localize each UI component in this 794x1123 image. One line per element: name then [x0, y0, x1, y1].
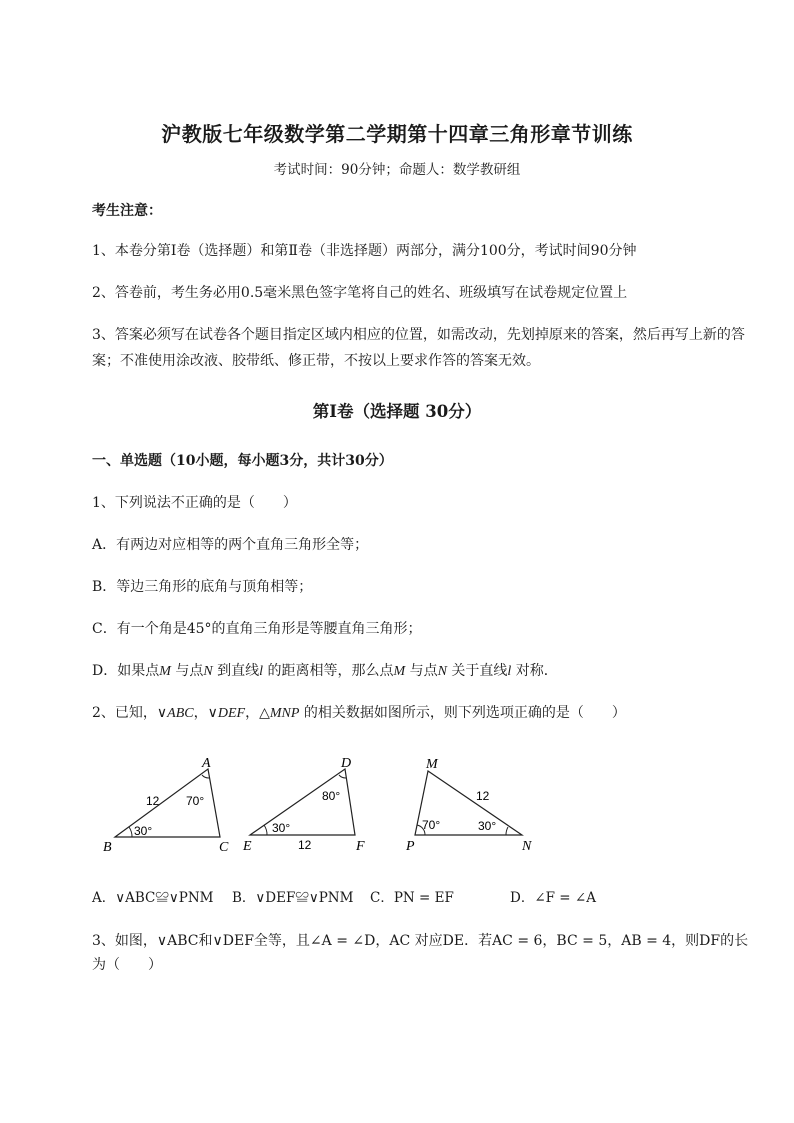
question-2-option-a: A．∨ABC≌∨PNM — [92, 890, 214, 906]
angle-p-label: 70° — [422, 818, 441, 832]
angle-a-label: 70° — [186, 794, 205, 808]
angle-n-label: 30° — [478, 819, 497, 833]
question-2-stem: 2、已知，∨ABC，∨DEF，△MNP 的相关数据如图所示，则下列选项正确的是（ ） — [92, 705, 626, 721]
notice-heading: 考生注意： — [92, 203, 162, 219]
question-1-option-d: D．如果点M 与点N 到直线l 的距离相等，那么点M 与点N 关于直线l 对称． — [92, 663, 558, 679]
question-3-stem: 3、如图，∨ABC和∨DEF全等，且∠A = ∠D，AC 对应DE．若AC = 6，BC = 5，AB = 4，则DF的长 — [92, 933, 749, 949]
vertex-a-label: A — [202, 756, 211, 771]
angle-b-label: 30° — [134, 824, 153, 838]
question-2-option-b: B．∨DEF≌∨PNM — [232, 890, 354, 906]
side-ab-label: 12 — [146, 794, 160, 808]
triangle-def — [242, 756, 365, 854]
vertex-f-label: F — [356, 839, 365, 854]
vertex-m-label: M — [426, 757, 438, 772]
page-title: 沪教版七年级数学第二学期第十四章三角形章节训练 — [161, 122, 633, 146]
triangle-abc — [103, 756, 229, 855]
triangle-mnp — [405, 757, 532, 854]
vertex-d-label: D — [341, 756, 352, 771]
side-ef-label: 12 — [298, 838, 312, 852]
vertex-b-label: B — [103, 840, 112, 855]
question-1-option-a: A．有两边对应相等的两个直角三角形全等； — [92, 537, 369, 553]
angle-d-label: 80° — [322, 789, 341, 803]
section-title: 第I卷（选择题 30分） — [312, 402, 482, 421]
part-title: 一、单选题（10小题，每小题3分，共计30分） — [92, 453, 393, 469]
notice-item-1: 1、本卷分第I卷（选择题）和第Ⅱ卷（非选择题）两部分，满分100分，考试时间90分钟 — [92, 243, 637, 259]
question-1-option-b: B．等边三角形的底角与顶角相等； — [92, 579, 313, 595]
vertex-c-label: C — [219, 840, 229, 855]
notice-item-3: 3、答案必须写在试卷各个题目指定区域内相应的位置，如需改动，先划掉原来的答案，然后再写上新的答案；不准使用涂改液、胶带纸、修正带，不按以上要求作答的答案无效。 — [92, 327, 745, 369]
question-1-option-c: C．有一个角是45°的直角三角形是等腰直角三角形； — [92, 621, 422, 637]
question-2-option-c: C．PN = EF — [370, 890, 454, 906]
question-2-option-d: D．∠F = ∠A — [510, 890, 596, 906]
angle-e-label: 30° — [272, 821, 291, 835]
vertex-p-label: P — [406, 839, 415, 854]
exam-info: 考试时间：90分钟；命题人：数学教研组 — [273, 162, 521, 178]
vertex-n-label: N — [522, 839, 532, 854]
question-3-stem-cont: 为（ ） — [92, 957, 162, 973]
notice-item-2: 2、答卷前，考生务必用0.5毫米黑色签字笔将自己的姓名、班级填写在试卷规定位置上 — [92, 285, 628, 301]
vertex-e-label: E — [243, 839, 252, 854]
question-1-stem: 1、下列说法不正确的是（ ） — [92, 495, 297, 511]
question-2-figures — [90, 755, 550, 855]
side-mn-label: 12 — [476, 789, 490, 803]
